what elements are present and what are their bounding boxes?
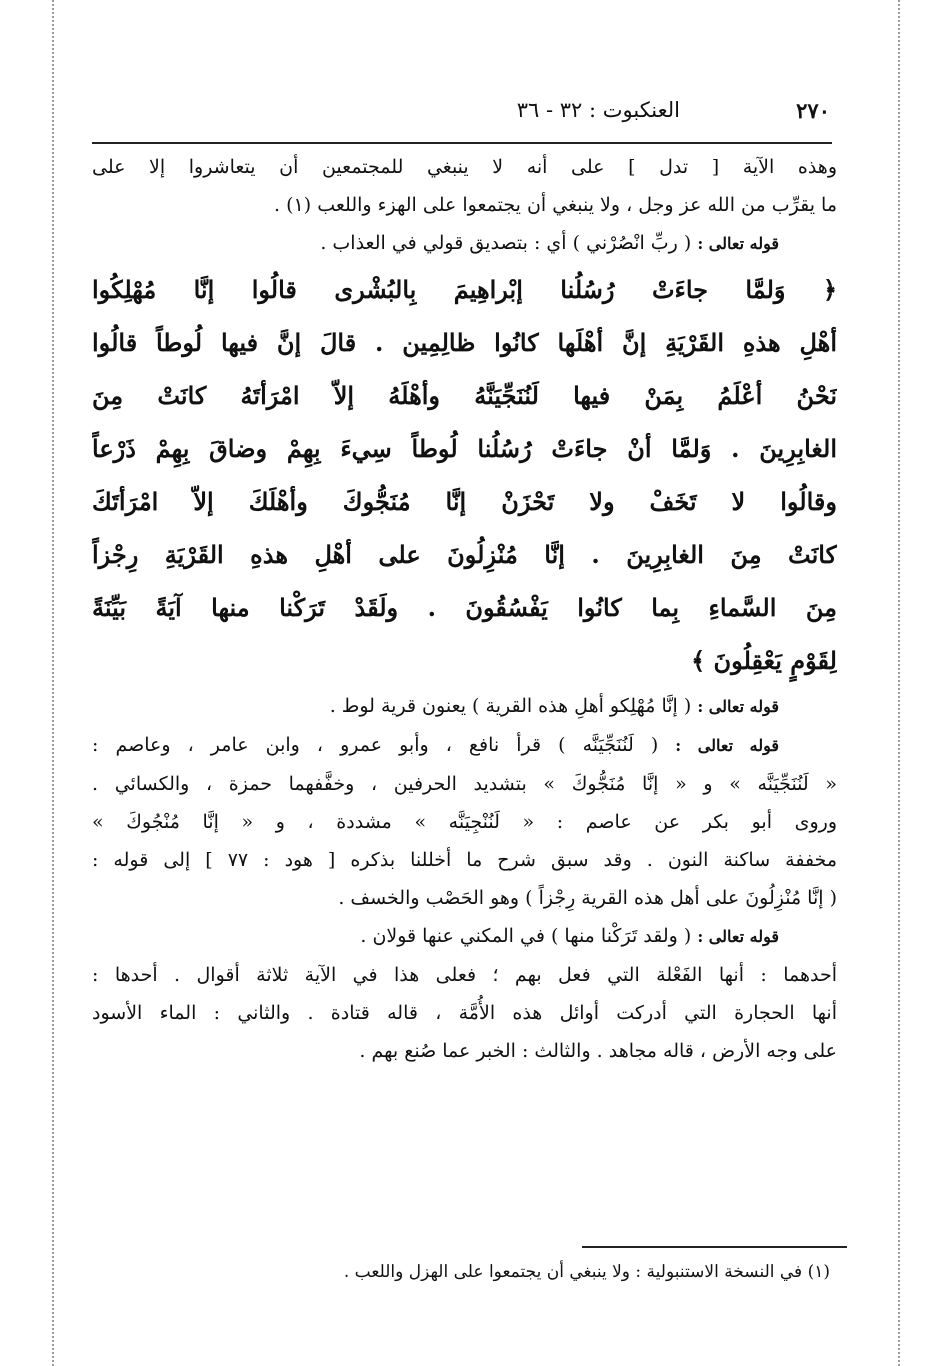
- right-margin-dotted-line: [898, 0, 900, 1366]
- footnote-rule: [582, 1246, 847, 1248]
- text-line: [92, 841, 837, 879]
- footnote: (١) في النسخة الاستنبولية : ولا ينبغي أن يجتمعوا على الهزل واللعب .: [343, 1262, 830, 1282]
- text-line: [92, 528, 837, 581]
- header-rule: [92, 142, 832, 144]
- text-line: [92, 148, 837, 186]
- verse-label: قوله تعالى :: [697, 234, 779, 253]
- line-text: وروى أبو بكر عن عاصم : « لَنُنْجِيَنَّه » مشددة ، و « إنَّا مُنْجُوكَ »: [92, 811, 837, 833]
- verse-label: قوله تعالى :: [675, 736, 779, 755]
- text-line: [92, 765, 837, 803]
- running-title: العنكبوت : ٣٢ - ٣٦: [516, 98, 680, 122]
- line-text: ما يقرِّب من الله عز وجل ، ولا ينبغي أن يجتمعوا على الهزء واللعب (١) .: [274, 194, 837, 216]
- text-line: [92, 879, 837, 917]
- text-line: [92, 726, 837, 765]
- line-text: ( إنَّا مُهْلِكو أهلِ هذه القرية ) يعنون قرية لوط .: [329, 695, 698, 717]
- text-line: [92, 994, 837, 1032]
- line-text: أهْلِ هذهِ القَرْيَةِ إنَّ أهْلَها كانُوا ظالِمِين . قالَ إنَّ فيها لُوطاً قالُوا: [92, 328, 837, 357]
- line-text: ( لَنُنَجِّيَنَّه ) قرأ نافع ، وأبو عمرو ، وابن عامر ، وعاصم :: [92, 734, 676, 756]
- verse-label: قوله تعالى :: [697, 927, 779, 946]
- text-line: [92, 186, 837, 224]
- main-text: [92, 148, 837, 1070]
- text-line: [92, 422, 837, 475]
- text-line: [92, 581, 837, 634]
- line-text: وهذه الآية [ تدل ] على أنه لا ينبغي للمجتمعين أن يتعاشروا إلا على: [92, 156, 837, 178]
- verse-label: قوله تعالى :: [697, 697, 779, 716]
- line-text: مِنَ السَّماءِ بِما كانُوا يَفْسُقُونَ . ولَقَدْ تَرَكْنا منها آيَةً بَيِّنَةً: [92, 593, 837, 622]
- line-text: ( ولقد تَرَكْنا منها ) في المكني عنها قولان .: [360, 925, 698, 947]
- left-margin-dotted-line: [52, 0, 54, 1366]
- text-line: [92, 1032, 837, 1070]
- line-text: لِقَوْمٍ يَعْقِلُونَ ﴾: [691, 646, 837, 675]
- page-number: ٢٧٠: [796, 98, 830, 123]
- text-line: [92, 956, 837, 994]
- text-line: [92, 316, 837, 369]
- text-line: [92, 803, 837, 841]
- line-text: ( إنَّا مُنْزِلُونَ على أهل هذه القرية رِجْزاً ) وهو الحَصْب والخسف .: [338, 887, 837, 909]
- text-line: [92, 917, 837, 956]
- line-text: على وجه الأرض ، قاله مجاهد . والثالث : الخبر عما صُنع بهم .: [359, 1040, 837, 1062]
- line-text: ( ربِّ انْصُرْني ) أي : بتصديق قولي في العذاب .: [320, 232, 698, 254]
- text-line: [92, 634, 837, 687]
- line-text: مخففة ساكنة النون . وقد سبق شرح ما أخللنا بذكره [ هود : ٧٧ ] إلى قوله :: [92, 849, 837, 871]
- page-header: [90, 96, 830, 136]
- text-line: [92, 224, 837, 263]
- text-line: [92, 263, 837, 316]
- line-text: وقالُوا لا تَخَفْ ولا تَحْزَنْ إنَّا مُنَجُّوكَ وأهْلَكَ إلاّ امْرَأتَكَ: [92, 487, 837, 516]
- line-text: الغابِرِينَ . وَلمَّا أنْ جاءَتْ رُسُلُنا لُوطاً سِيءَ بِهِمْ وضاقَ بِهِمْ ذَرْعاً: [92, 434, 837, 463]
- line-text: أنها الحجارة التي أدركت أوائل هذه الأُمَّة ، قاله قتادة . والثاني : الماء الأسود: [92, 1002, 837, 1024]
- line-text: كانَتْ مِنَ الغابِرِينَ . إنَّا مُنْزِلُونَ على أهْلِ هذهِ القَرْيَةِ رِجْزاً: [92, 540, 837, 569]
- line-text: ﴿ وَلمَّا جاءَتْ رُسُلُنا إبْراهِيمَ بِالبُشْرى قالُوا إنَّا مُهْلِكُوا: [92, 275, 837, 304]
- line-text: « لَنُنَجِّيَنَّه » و « إنَّا مُنَجُّوكَ » بتشديد الحرفين ، وخفَّفهما حمزة ، والكسائي .: [92, 773, 837, 795]
- line-text: نَحْنُ أعْلَمُ بِمَنْ فيها لَنُنَجِّيَنَّهُ وأهْلَهُ إلاّ امْرَأتَهُ كانَتْ مِنَ: [92, 381, 837, 410]
- text-line: [92, 687, 837, 726]
- text-line: [92, 369, 837, 422]
- text-line: [92, 475, 837, 528]
- line-text: أحدهما : أنها الفَعْلة التي فعل بهم ؛ فعلى هذا في الآية ثلاثة أقوال . أحدها :: [92, 964, 837, 986]
